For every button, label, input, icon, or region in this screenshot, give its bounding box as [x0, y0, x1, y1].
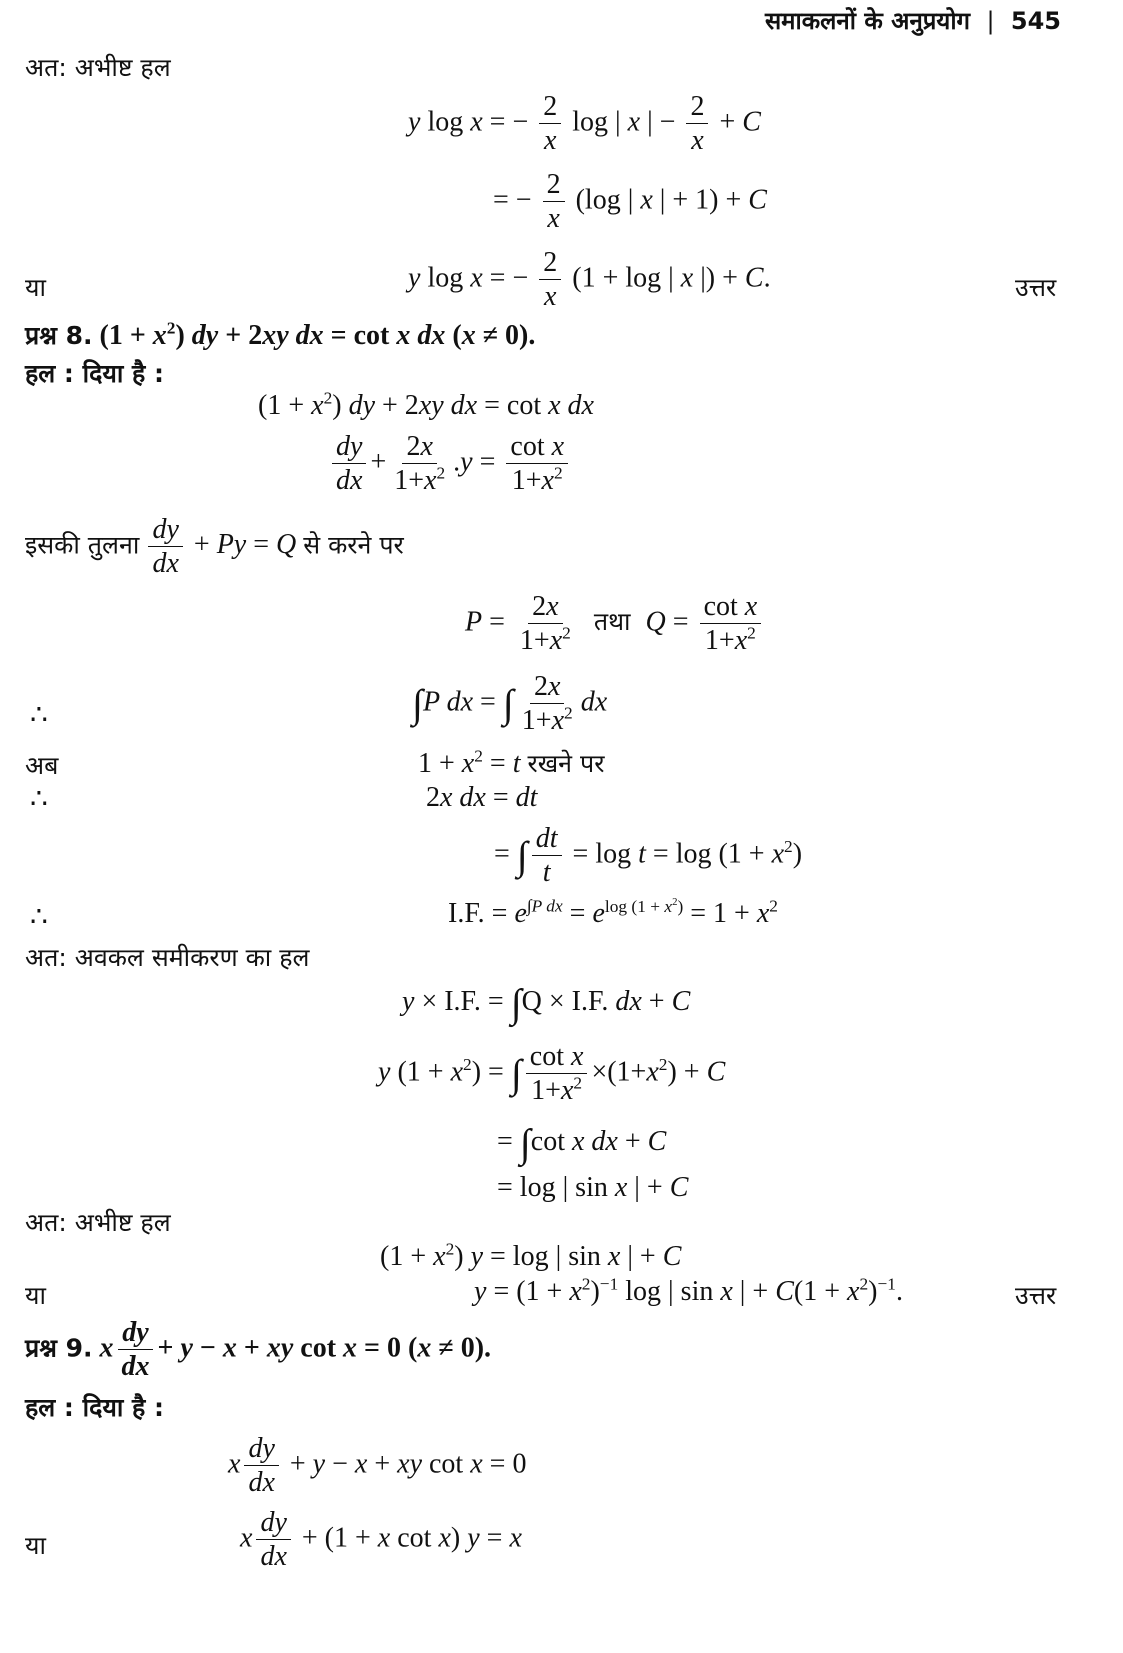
q9-step1: x $\frac{dy}{dx}$ + y − x + xy cot x = 0 — [228, 1433, 527, 1499]
q7-eq-line1: y log x = − $\frac{2}{x}$ log | x | − $\frac{2}{x}$ + C — [408, 91, 761, 157]
now-label: अब — [25, 751, 59, 780]
or-label-2: या — [25, 1281, 46, 1310]
or-label-3: या — [25, 1531, 46, 1560]
q8-label: प्रश्न 8. — [25, 321, 93, 350]
page-number: 545 — [1010, 7, 1061, 35]
q8-step1: $(1 + x^2)$ dy + 2xy dx = cot x dx — [258, 388, 594, 421]
compare-line: इसकी तुलना $\frac{dy}{dx}$ + Py = Q से करने पर — [25, 514, 404, 580]
q8-sol3: = ∫cot x dx + C — [497, 1120, 667, 1166]
q9-solution-label: हल : दिया है : — [25, 1393, 165, 1422]
chapter-title: समाकलनों के अनुप्रयोग — [764, 7, 971, 35]
page-header — [765, 4, 1061, 37]
q8-sol4: = log | sin x | + C — [497, 1172, 689, 1203]
therefore-symbol-1: ∴ — [30, 700, 48, 731]
q8-sol1: y × I.F. = ∫Q × I.F. dx + C — [402, 980, 691, 1026]
q9-heading: प्रश्न 9. x $\frac{dy}{dx}$ + y − x + xy cot x = 0 (x ≠ 0). — [25, 1317, 492, 1383]
q8-final2: $y = (1 + x^2)^{-1}$ log | sin x | + $C(1 + x^2)^{-1}$. — [474, 1274, 903, 1307]
q8-intP: ∫P dx = ∫ $\frac{2x}{1+x^2}$ dx — [412, 671, 608, 737]
header-separator: | — [986, 7, 995, 35]
answer-label-2: उत्तर — [1015, 1281, 1057, 1310]
q8-intresult: = ∫ $\frac{dt}{t}$ = $\log t = \log (1 + x^2)$ — [494, 823, 803, 889]
putting-label: रखने पर — [527, 749, 605, 778]
q9-step2: x $\frac{dy}{dx}$ + (1 + x cot x) y = x — [240, 1507, 522, 1573]
q8-heading: प्रश्न 8. $(1 + x^2)$ dy + 2xy dx = cot x dx (x ≠ 0). — [25, 318, 536, 351]
q8-step2: $\frac{dy}{dx}$ + $\frac{2x}{1+x^2}$ .y = $\frac{\text{cot x}}{1+x^2}$ — [328, 432, 572, 496]
q8-subst: $1 + x^2 = t$ रखने पर — [418, 746, 605, 779]
q8-diff: 2x dx = dt — [426, 782, 538, 813]
or-label-1: या — [25, 273, 46, 302]
and-label: तथा — [593, 607, 631, 637]
q8-sol2: y $(1 + x^2)$ = ∫ $\frac{\text{cot x}}{1+x^2}$ $\times(1+x^2) + C$ — [378, 1041, 726, 1107]
compare-suffix: से करने पर — [303, 530, 404, 560]
required-solution-label: अत: अभीष्ट हल — [25, 53, 171, 82]
q7-eq-line3: y log x = − $\frac{2}{x}$ (1 + log | x |) + C. — [408, 247, 771, 313]
compare-prefix: इसकी तुलना — [25, 530, 140, 560]
required-solution-label-2: अत: अभीष्ट हल — [25, 1208, 171, 1237]
answer-label-1: उत्तर — [1015, 273, 1057, 302]
therefore-symbol-2: ∴ — [30, 784, 48, 815]
q7-eq-line2: = − $\frac{2}{x}$ (log | x | + 1) + C — [493, 169, 767, 235]
q9-label: प्रश्न 9. — [25, 1333, 93, 1363]
q8-solution-label: हल : दिया है : — [25, 359, 165, 388]
q8-P-Q: P = $\frac{2x}{1+x^2}$ तथा Q = $\frac{\text{cot x}}{1+x^2}$ — [465, 592, 765, 656]
therefore-symbol-3: ∴ — [30, 902, 48, 933]
q8-final1: $(1 + x^2)$ y = log | sin x | + C — [380, 1239, 682, 1272]
q8-IF: I.F. = $e^{\int P dx} = e^{log (1 + x^2)} = 1 + x^2$ — [448, 895, 778, 929]
diff-eq-solution-label: अत: अवकल समीकरण का हल — [25, 943, 310, 972]
